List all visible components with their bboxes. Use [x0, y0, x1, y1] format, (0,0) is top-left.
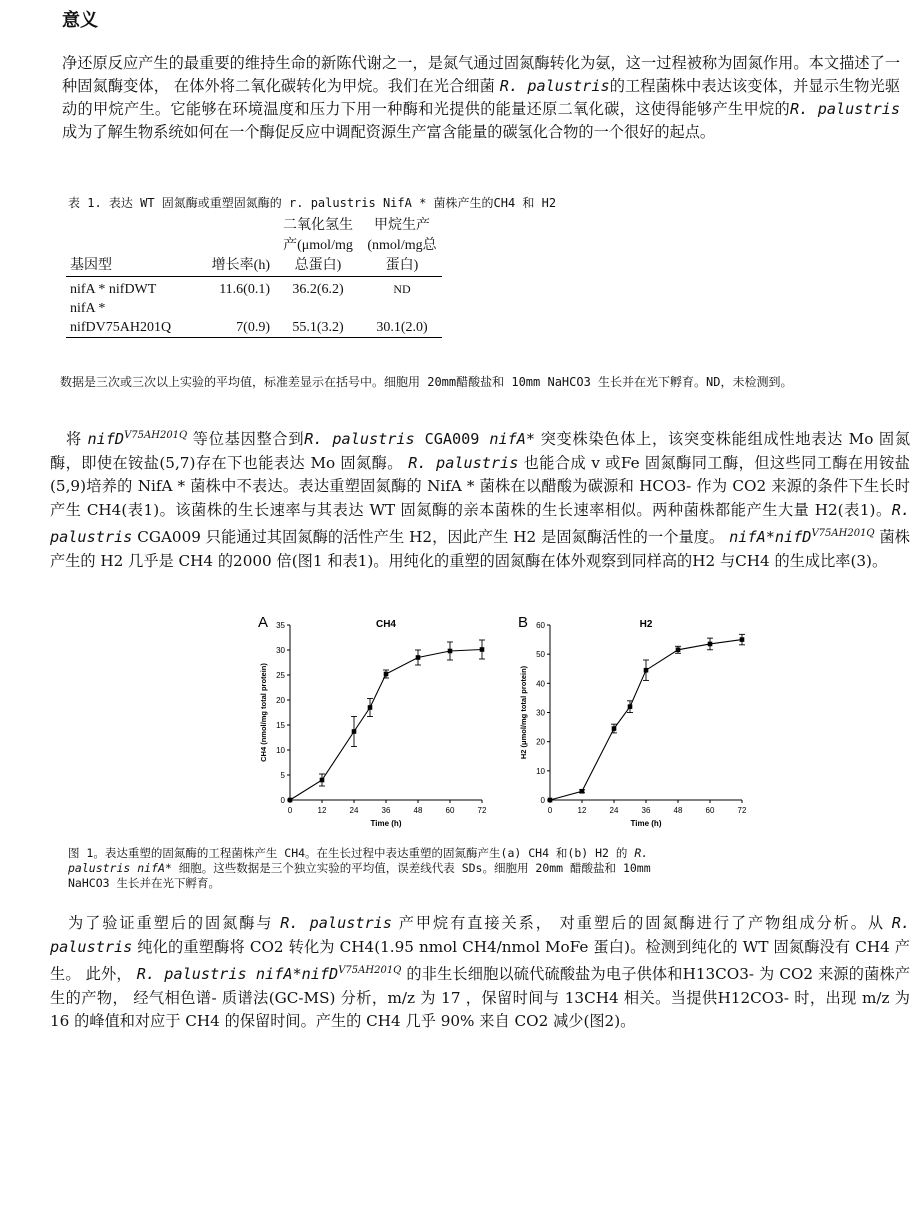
- para1-line2: 氮作用。本文描述了一种固氮酶变体， 在体外将二氧化碳转化为甲烷。我们在光合细菌: [62, 54, 901, 95]
- cell-h2: 36.2(6.2): [292, 282, 344, 297]
- table1: [66, 216, 442, 338]
- caption-line3: NaHCO3 生长并在光下孵育。: [68, 876, 220, 890]
- caption-line2: 细胞。这些数据是三个独立实验的平均值，误差线代表 SDs。细胞用 20mm 醋酸盐和 10mm: [171, 861, 651, 875]
- table1-caption: 表 1. 表达 WT 固氮酶或重塑固氮酶的 r. palustris NifA * 菌株产生的CH4 和 H2: [68, 196, 557, 210]
- y-tick-label: 20: [536, 737, 545, 747]
- y-tick-label: 15: [276, 721, 285, 730]
- x-tick-label: 60: [705, 806, 715, 815]
- data-point: [352, 729, 357, 734]
- data-point: [416, 655, 421, 660]
- table-header-h2: 二氧化氢生产(μmol/mg总蛋白): [274, 216, 362, 277]
- chart-panel-b: [518, 614, 747, 828]
- y-tick-label: 50: [536, 650, 545, 660]
- y-tick-label: 40: [536, 679, 545, 689]
- y-tick-label: 5: [280, 771, 285, 780]
- x-tick-label: 72: [737, 806, 747, 815]
- x-tick-label: 72: [477, 806, 487, 815]
- table-header-ch4: 甲烷生产(nmol/mg总蛋白): [362, 216, 442, 277]
- cell-ch4: 30.1(2.0): [362, 299, 442, 338]
- data-point: [740, 637, 745, 642]
- gene-name: nifD: [87, 430, 125, 449]
- panel-label: B: [518, 614, 529, 631]
- x-axis-label: Time (h): [370, 819, 402, 828]
- para1-line4b: 成为了解生物系统如何在一个酶促反应: [62, 123, 321, 141]
- cell-ch4: ND: [393, 282, 411, 296]
- data-point: [448, 649, 453, 654]
- cell-growth: 11.6(0.1): [219, 282, 270, 297]
- table-header-genotype: 基因型: [66, 216, 186, 277]
- chart-title: CH4: [375, 619, 397, 630]
- gene-superscript: V75AH201Q: [811, 528, 875, 540]
- p2-text: 菌株产生的 H2 几乎是 CH4 的2000 倍(图1 和表1)。用纯化的重塑的固氮酶在体外观察到同样高的H2 与CH4 的生成比率(3)。: [50, 528, 910, 570]
- gene-name: nifA*nifD: [729, 528, 812, 547]
- data-point: [676, 647, 681, 652]
- species-name: R. palustris: [50, 500, 910, 547]
- chart-panel-a: [258, 614, 487, 828]
- y-axis-label: CH4 (nmol/mg total protein): [259, 663, 268, 762]
- species-name: R. palustris: [50, 914, 910, 956]
- x-tick-label: 0: [287, 806, 293, 815]
- species-name: R. palustris: [408, 453, 519, 472]
- x-tick-label: 24: [609, 806, 619, 815]
- x-tick-label: 12: [577, 806, 587, 815]
- x-tick-label: 36: [381, 806, 391, 815]
- panel-label: A: [258, 614, 269, 631]
- data-point: [708, 642, 713, 647]
- cell-h2: 55.1(3.2): [274, 299, 362, 338]
- p2-text: 将: [66, 430, 88, 449]
- y-tick-label: 0: [540, 796, 545, 805]
- y-tick-label: 30: [276, 646, 285, 655]
- data-point: [612, 726, 617, 731]
- cell-genotype: nifA * nifDWT: [70, 282, 157, 297]
- species-name: R.: [634, 846, 649, 860]
- para1-line1: 净还原反应产生的最重要的维持生命的新陈代谢之一，是氮气通过固氮酶转化为氨，这一过程被称为固: [62, 54, 748, 72]
- y-tick-label: 35: [276, 621, 285, 630]
- x-tick-label: 24: [349, 806, 359, 815]
- figure1: [250, 612, 770, 842]
- data-point: [628, 704, 633, 709]
- data-point: [384, 672, 389, 677]
- data-point: [644, 668, 649, 673]
- caption-line1: 图 1。表达重塑的固氮酶的工程菌株产生 CH4。在生长过程中表达重塑的固氮酶产生(a) CH4 和(b) H2 的: [68, 846, 635, 860]
- y-tick-label: 0: [280, 796, 285, 805]
- species-name: R. palustris: [499, 77, 610, 95]
- species-name: R. palustris: [789, 100, 900, 118]
- table-header-growth: 增长率(h): [186, 216, 274, 277]
- p2-text: 突变株染色体上，该突变株能组成性地表达 Mo 固氮酶，即使在铵盐(5,7)存在下也能表达 Mo 固氮酶。: [50, 430, 910, 472]
- p3-text: 的非生长细胞以硫代硫酸盐为电子供体和H13CO3- 为 CO2 来源的菌株产生的产物， 经气相色谱- 质谱法(GC-MS) 分析，m/z 为 17 ，保留时间与 13CH4 相关。当提供H12CO3- 时，出现 m/z 为16 的峰值和对应于 CH4 的保留时间。产生的 CH4 几乎 90% 来自 CO2 减少(图2)。: [50, 965, 910, 1031]
- para1-line5: 中调配资源生产富含能量的碳氢化合物的一个很好的起点。: [320, 123, 716, 141]
- species-name: palustris nifA*: [68, 861, 172, 875]
- data-point: [368, 705, 373, 710]
- species-name: R. palustris: [304, 430, 415, 449]
- p3-text: 为了验证重塑后的固氮酶与: [68, 914, 281, 932]
- data-point: [320, 778, 325, 783]
- body-paragraph-3: [50, 912, 910, 1034]
- y-tick-label: 10: [536, 766, 545, 776]
- x-tick-label: 60: [445, 806, 455, 815]
- p3-text: 纯化的重塑酶将 CO2 转化为 CH4(1.95 nmol CH4/nmol MoFe 蛋白)。检测到纯化的 WT 固氮酶没有 CH4 产生。 此外，: [50, 937, 910, 984]
- section-title: 意义: [62, 10, 98, 31]
- p2-text: CGA009: [414, 430, 490, 449]
- cell-genotype: nifA * nifDV75AH201Q: [66, 299, 186, 338]
- body-paragraph-2: [50, 424, 910, 573]
- data-point: [548, 798, 553, 803]
- y-tick-label: 10: [276, 746, 285, 755]
- x-tick-label: 48: [673, 806, 683, 815]
- y-tick-label: 30: [536, 708, 545, 718]
- y-axis-label: H2 (μmol/mg total protein): [519, 665, 528, 760]
- y-tick-label: 25: [276, 671, 285, 680]
- table1-note: 数据是三次或三次以上实验的平均值，标准差显示在括号中。细胞用 20mm醋酸盐和 10mm NaHCO3 生长并在光下孵育。ND，未检测到。: [60, 375, 793, 389]
- x-tick-label: 36: [641, 806, 651, 815]
- p3-text: 产甲烷有直接关系， 对重塑后的固氮酶进行了产物组成分析。从: [391, 914, 892, 932]
- y-tick-label: 20: [276, 696, 285, 705]
- strain-name: R. palustris nifA*nifD: [136, 965, 339, 984]
- p2-text: 也能合成 v 或Fe 固氮酶同工酶，但这些同工酶在用铵盐(5,9)培养的 NifA * 菌株中不表达。表达重塑固氮酶的 NifA * 菌株在以醋酸为碳源和 HCO3- 作为 CO2 来源的条件下生长时产生 CH4(表1)。该菌株的生长速率与其表达 WT 固氮酶的亲本菌株的生长速率相似。两种菌株都能产生大量 H2(表1)。: [50, 453, 910, 519]
- para1-line3: 的工程菌株中表达该变体，并显示生物光驱动的甲烷产生。它能够在环境温度和压力下用一种酶和光: [62, 77, 901, 118]
- species-name: R. palustris: [280, 914, 392, 932]
- y-tick-label: 60: [536, 621, 545, 630]
- p2-text: CGA009 只能通过其固氮酶的活性产生 H2，因此产生 H2 是固氮酶活性的一个量度。: [132, 528, 730, 547]
- chart-title: H2: [639, 619, 653, 630]
- cell-growth: 7(0.9): [186, 299, 274, 338]
- x-tick-label: 12: [317, 806, 327, 815]
- data-point: [580, 789, 585, 794]
- mutant-name: nifA*: [489, 430, 536, 449]
- data-point: [480, 647, 485, 652]
- figure1-caption: [68, 846, 868, 891]
- x-tick-label: 48: [413, 806, 423, 815]
- para1-line4: 提供的能量还原二氧化碳，这使得能够产生甲烷的: [449, 100, 790, 118]
- x-tick-label: 0: [547, 806, 553, 815]
- data-point: [288, 798, 293, 803]
- gene-superscript: V75AH201Q: [124, 430, 188, 441]
- table-row: [66, 299, 442, 338]
- significance-paragraph: [62, 52, 900, 144]
- x-axis-label: Time (h): [630, 819, 662, 828]
- gene-superscript: V75AH201Q: [338, 965, 402, 976]
- table-row: [66, 277, 442, 300]
- p2-text: 等位基因整合到: [187, 430, 305, 449]
